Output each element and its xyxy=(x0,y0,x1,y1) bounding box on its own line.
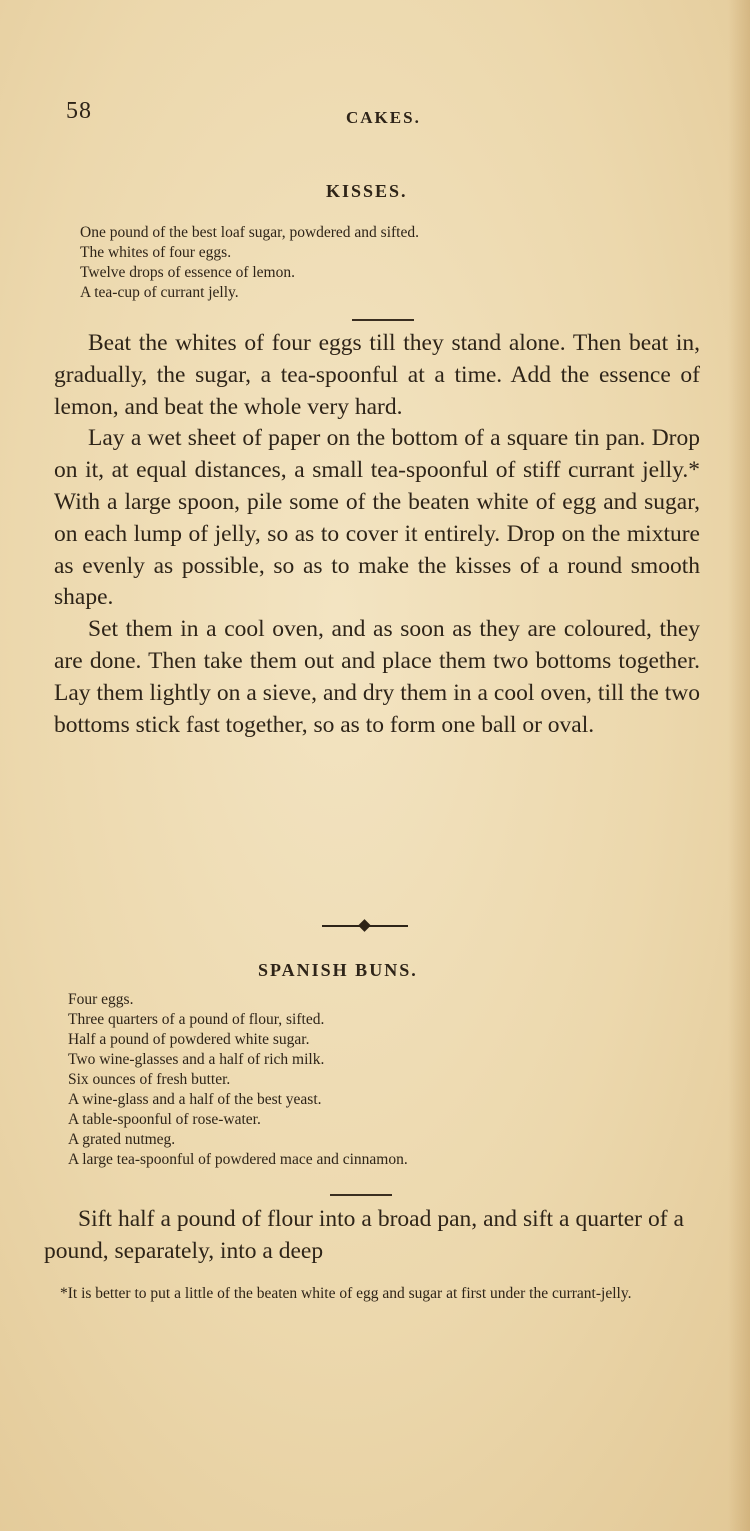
ingredient-item: A tea-cup of currant jelly. xyxy=(80,284,239,301)
ingredient-item: Two wine-glasses and a half of rich milk. xyxy=(68,1051,325,1068)
ingredient-list-spanish-buns xyxy=(68,990,408,1170)
ingredient-item: One pound of the best loaf sugar, powdered and sifted. xyxy=(80,224,419,241)
ingredient-item: Half a pound of powdered white sugar. xyxy=(68,1031,310,1048)
ingredient-item: Twelve drops of essence of lemon. xyxy=(80,264,295,281)
ingredient-item: Three quarters of a pound of flour, sifted. xyxy=(68,1011,325,1028)
ingredient-item: The whites of four eggs. xyxy=(80,244,232,261)
recipe-directions-spanish-buns xyxy=(44,1204,684,1268)
paragraph: Set them in a cool oven, and as soon as they are coloured, they are done. Then take them out and place them two bottoms together. Lay them lightly on a sieve, and dry them in a cool oven, till the two bottoms stick fast together, so as to form one ball or oval. xyxy=(54,616,700,738)
ingredient-item: A large tea-spoonful of powdered mace and cinnamon. xyxy=(68,1151,408,1168)
ingredient-list-kisses xyxy=(80,223,419,303)
running-head: CAKES. xyxy=(346,108,421,127)
ingredient-item: A grated nutmeg. xyxy=(68,1131,176,1148)
ornamental-divider xyxy=(322,918,408,934)
paragraph: Beat the whites of four eggs till they stand alone. Then beat in, gradually, the sugar, a tea-spoonful at a time. Add the essence of lemon, and beat the whole very hard. xyxy=(54,330,700,420)
paragraph: Lay a wet sheet of paper on the bottom of a square tin pan. Drop on it, at equal distances, a small tea-spoonful of stiff currant jelly.* With a large spoon, pile some of the beaten white of egg and sugar, on each lump of jelly, so as to cover it entirely. Drop on the mixture as evenly as possible, so as to make the kisses of a round smooth shape. xyxy=(54,425,700,611)
divider-diamond xyxy=(358,919,371,932)
recipe-title-kisses: KISSES. xyxy=(326,181,408,201)
recipe-directions-kisses xyxy=(54,328,700,741)
page-edge-shadow xyxy=(728,0,750,1531)
footnote: *It is better to put a little of the beaten white of egg and sugar at first under the currant-jelly. xyxy=(60,1285,632,1302)
ingredient-item: Six ounces of fresh butter. xyxy=(68,1071,231,1088)
paragraph: Sift half a pound of flour into a broad pan, and sift a quarter of a pound, separately, into a deep xyxy=(44,1206,684,1264)
page-number: 58 xyxy=(66,98,92,124)
recipe-title-spanish-buns: SPANISH BUNS. xyxy=(258,960,418,980)
section-rule xyxy=(352,319,414,321)
ingredient-item: A table-spoonful of rose-water. xyxy=(68,1111,261,1128)
ingredient-item: A wine-glass and a half of the best yeast. xyxy=(68,1091,322,1108)
section-rule xyxy=(330,1194,392,1196)
ingredient-item: Four eggs. xyxy=(68,991,134,1008)
